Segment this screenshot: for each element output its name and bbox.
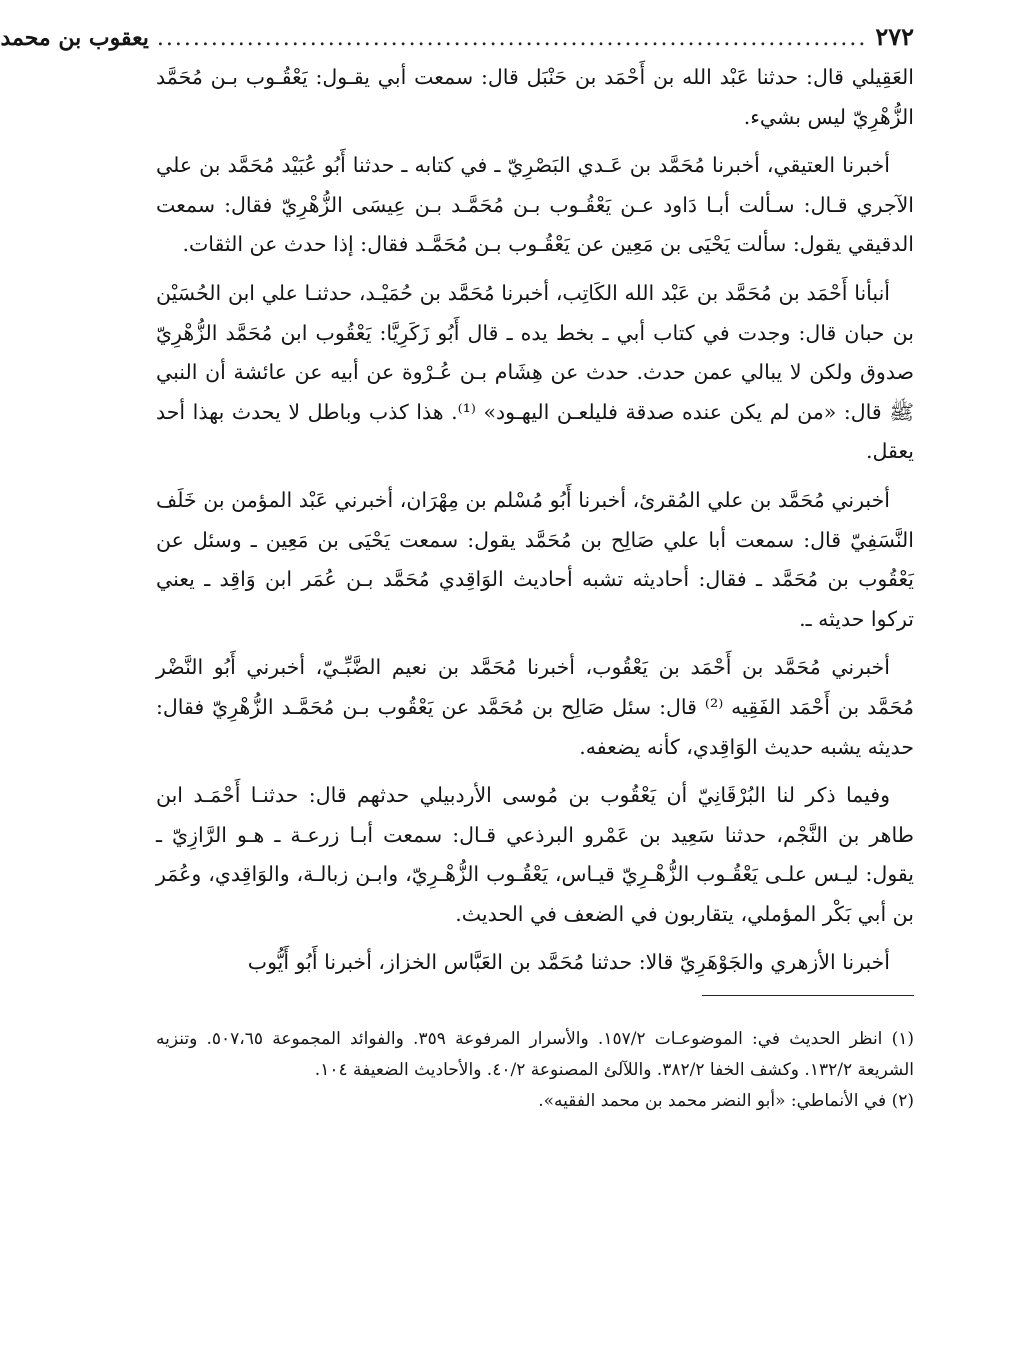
page-number: ٢٧٢: [875, 22, 914, 51]
book-page: [0, 22, 915, 1117]
main-text: [156, 58, 914, 983]
paragraph: أخبرنا العتيقي، أخبرنا مُحَمَّد بن عَـدي البَصْرِيّ ـ في كتابه ـ حدثنا أَبُو عُبَيْد مُحَمَّد بن علي الآجري قـال: سـألت أبـا دَاود عـن يَعْقُـوب بـن مُحَمَّـد بـن عِيسَى الزُّهْرِيّ فقال: سمعت الدقيقي يقول: سألت يَحْيَى بن مَعِين عن يَعْقُـوب بـن مُحَمَّـد فقال: إذا حدث عن الثقات.: [156, 153, 914, 257]
header-leader-dots: ...............................................................................: [156, 26, 868, 51]
footnote-separator: [702, 995, 914, 996]
paragraph: العَقِيلي قال: حدثنا عَبْد الله بن أَحْمَد بن حَنْبَل قال: سمعت أبي يقـول: يَعْقُـوب بـن مُحَمَّد الزُّهْرِيّ ليس بشيء.: [156, 65, 914, 129]
paragraph: وفيما ذكر لنا البُرْقَانِيّ أن يَعْقُوب بن مُوسى الأردبيلي حدثهم قال: حدثنـا أَحْمَـد ابن طاهر بن النَّجْم، حدثنا سَعِيد بن عَمْرو البرذعي قـال: سمعت أبـا زرعـة ـ هـو الرَّازِيّ ـ يقول: ليـس علـى يَعْقُـوب الزُّهْـرِيّ قيـاس، يَعْقُـوب الزُّهْـرِيّ، وابـن زبالـة، والوَاقِدي، وعُمَر بن أبي بَكْر المؤملي، يتقاربون في الضعف في الحديث.: [156, 783, 915, 926]
running-header: [0, 22, 914, 54]
running-title: يعقوب بن محمد: [0, 25, 149, 51]
paragraph: أخبرنا الأزهري والجَوْهَرِيّ قالا: حدثنا مُحَمَّد بن العَبَّاس الخزاز، أخبرنا أَبُو أَيُّوب: [247, 950, 890, 975]
footnote: (٢) في الأنماطي: «أبو النضر محمد بن محمد الفقيه».: [538, 1091, 914, 1112]
footnote: (١) انظر الحديث في: الموضوعـات ١٥٧/٢. والأسرار المرفوعة ٣٥٩. والفوائد المجموعة ٥٠٧،٦٥. وتنزيه الشريعة ١٣٢/٢. وكشف الخفا ٣٨٢/٢. واللآلئ المصنوعة ٤٠/٢. والأحاديث الضعيفة ١٠٤.: [156, 1029, 915, 1081]
paragraph: أنبأنا أَحْمَد بن مُحَمَّد بن عَبْد الله الكَاتِب، أخبرنا مُحَمَّد بن حُمَيْـد، حدثنـا علي ابن الحُسَيْن بن حبان قال: وجدت في كتاب أبي ـ بخط يده ـ قال أَبُو زَكَرِيَّا: يَعْقُوب ابن مُحَمَّد الزُّهْرِيّ صدوق ولكن لا يبالي عمن حدث. حدث عن هِشَام بـن عُـرْوة عن أبيه عن عائشة أن النبي ﷺ قال: «من لم يكن عنده صدقة فليلعـن اليهـود» ⁽¹⁾. هذا كذب وباطل لا يحدث بهذا أحد يعقل.: [156, 280, 914, 464]
paragraph: أخبرني مُحَمَّد بن علي المُقرئ، أخبرنا أَبُو مُسْلم بن مِهْرَان، أخبرني عَبْد المؤمن بن خَلَف النَّسَفِيّ قال: سمعت أبا علي صَالِح بن مُحَمَّد يقول: سمعت يَحْيَى بن مَعِين ـ وسئل عن يَعْقُوب بن مُحَمَّد ـ فقال: أحاديثه تشبه أحاديث الوَاقِدي مُحَمَّد بـن عُمَر ابن وَاقِد ـ يعني تركوا حديثه ـ.: [156, 487, 914, 631]
footnotes: [156, 1024, 914, 1117]
paragraph: أخبرني مُحَمَّد بن أَحْمَد بن يَعْقُوب، أخبرنا مُحَمَّد بن نعيم الضَّبِّـيّ، أخبرني أَبُو النَّضْر مُحَمَّد بن أَحْمَد الفَقِيه ⁽²⁾ قال: سئل صَالِح بن مُحَمَّد عن يَعْقُوب بـن مُحَمَّـد الزُّهْرِيّ فقال: حديثه يشبه حديث الوَاقِدي، كأنه يضعفه.: [156, 655, 914, 759]
